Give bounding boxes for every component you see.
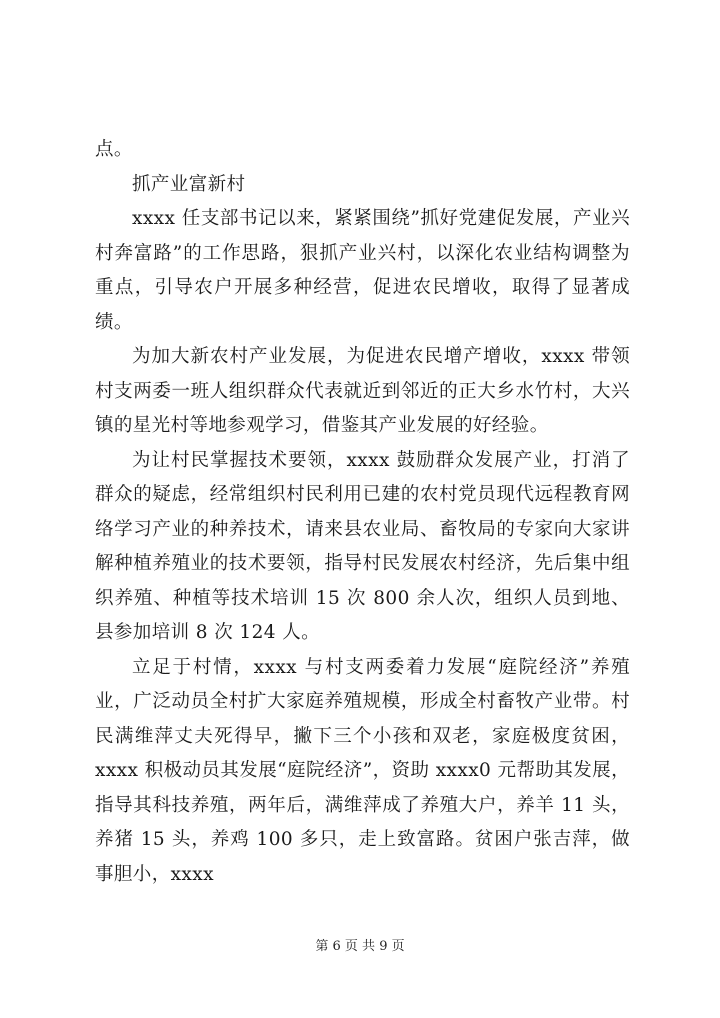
paragraph: 立足于村情，xxxx 与村支两委着力发展“庭院经济”养殖业，广泛动员全村扩大家庭养殖规模，形成全村畜牧产业带。村民满维萍丈夫死得早，撇下三个小孩和双老，家庭极度贫困，xxxx 积极动员其发展“庭院经济”，资助 xxxx0 元帮助其发展，指导其科技养殖，两年后，满维萍成了养殖大户，养羊 11 头，养猪 15 头，养鸡 100 多只，走上致富路。贫困户张吉萍，做事胆小，xxxx: [95, 656, 630, 885]
section-heading: 抓产业富新村: [132, 173, 246, 195]
paragraph: 为让村民掌握技术要领，xxxx 鼓励群众发展产业，打消了群众的疑虑，经常组织村民利用已建的农村党员现代远程教育网络学习产业的种养技术，请来县农业局、畜牧局的专家向大家讲解种植养殖业的技术要领，指导村民发展农村经济，先后集中组织养殖、种植等技术培训 15 次 800 余人次，组织人员到地、县参加培训 8 次 124 人。: [95, 449, 630, 643]
paragraph-continuation: 点。: [95, 139, 133, 160]
page-number-footer: 第 6 页 共 9 页: [315, 939, 405, 954]
paragraph: xxxx 任支部书记以来，紧紧围绕”抓好党建促发展，产业兴村奔富路”的工作思路，狠抓产业兴村，以深化农业结构调整为重点，引导农户开展多种经营，促进农民增收，取得了显著成绩。: [95, 208, 630, 333]
paragraph: 为加大新农村产业发展，为促进农民增产增收，xxxx 带领村支两委一班人组织群众代表就近到邻近的正大乡水竹村，大兴镇的星光村等地参观学习，借鉴其产业发展的好经验。: [95, 346, 630, 436]
document-body: [95, 133, 630, 892]
